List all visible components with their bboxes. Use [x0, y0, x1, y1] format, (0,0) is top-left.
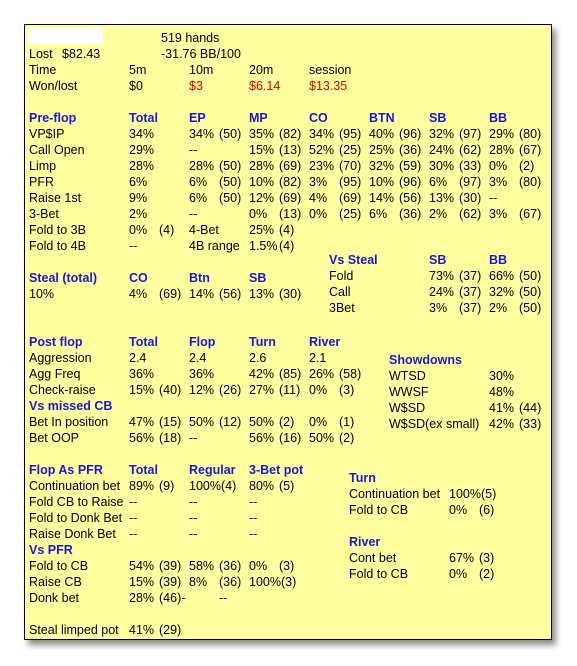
preflop-row-5-cell-1: 2%	[129, 207, 148, 221]
vs-steal-row-0-cell-3: 66%	[489, 269, 515, 283]
postflop-row-1-cell-4: (26)	[219, 383, 242, 397]
vs-steal-row-1-cell-2: (37)	[459, 285, 482, 299]
showdown-row-3-cell-1: 42%	[489, 417, 515, 431]
preflop-row-0-cell-1: 34%	[129, 127, 155, 141]
missed-cb-row-1-cell-8: (2)	[339, 431, 355, 445]
preflop-row-2-cell-12: 0%	[489, 159, 508, 173]
vs-pfr-row-0-cell-3: 58%	[189, 559, 215, 573]
steal-col-co: CO	[129, 271, 148, 285]
steal-limped-label: Steal limped pot	[29, 623, 119, 637]
preflop-row-5-cell-9: (36)	[399, 207, 422, 221]
showdown-row-2-cell-0: W$SD	[389, 401, 426, 415]
fold4b-total: --	[129, 239, 138, 253]
missed-cb-row-1-cell-2: (18)	[159, 431, 182, 445]
vs-steal-row-0-cell-4: (50)	[519, 269, 542, 283]
flop-pfr-row-0-cell-0: Continuation bet	[29, 479, 121, 493]
preflop-col-ep: EP	[189, 111, 206, 125]
vs-pfr-row-0-cell-1: 54%	[129, 559, 155, 573]
preflop-row-3-cell-10: 6%	[429, 175, 448, 189]
preflop-row-1-cell-4: 15%	[249, 143, 275, 157]
preflop-col-mp: MP	[249, 111, 268, 125]
postflop-row-1-cell-2: (40)	[159, 383, 182, 397]
preflop-row-2-cell-3: (50)	[219, 159, 242, 173]
postflop-row-0-cell-5: 42%	[249, 367, 275, 381]
preflop-row-2-cell-5: (69)	[279, 159, 302, 173]
turn-row-1-cell-2: (6)	[479, 503, 495, 517]
preflop-row-2-cell-8: 32%	[369, 159, 395, 173]
wonlost-5m: $0	[129, 79, 143, 93]
steal-limped-count: (29)	[159, 623, 182, 637]
steal-btn: 14%	[189, 287, 215, 301]
lost-amount: $82.43	[62, 47, 101, 61]
postflop-col-total: Total	[129, 335, 158, 349]
vs-pfr-row-1-cell-2: (39)	[159, 575, 182, 589]
vs-steal-row-1-cell-1: 24%	[429, 285, 455, 299]
vs-steal-row-2-cell-2: (37)	[459, 301, 482, 315]
preflop-row-4-cell-5: (69)	[279, 191, 302, 205]
preflop-row-3-cell-6: 3%	[309, 175, 328, 189]
preflop-row-2-cell-2: 28%	[189, 159, 215, 173]
steal-total: 10%	[29, 287, 55, 301]
preflop-row-1-cell-5: (13)	[279, 143, 302, 157]
flop-pfr-row-2-cell-3: --	[189, 511, 198, 525]
preflop-row-4-cell-9: (56)	[399, 191, 422, 205]
river-row-0-cell-0: Cont bet	[349, 551, 397, 565]
postflop-col-flop: Flop	[189, 335, 216, 349]
steal-col-sb: SB	[249, 271, 267, 285]
vs-pfr-row-2-cell-1: 28%	[129, 591, 155, 605]
showdown-row-0-cell-0: WTSD	[389, 369, 426, 383]
vs-steal-row-0-cell-2: (37)	[459, 269, 482, 283]
preflop-row-3-cell-13: (80)	[519, 175, 542, 189]
fourbet-label: 4-Bet	[189, 223, 219, 237]
preflop-row-1-cell-11: (62)	[459, 143, 482, 157]
turn-row-0-cell-1: 100%(5)	[449, 487, 497, 501]
preflop-row-2-cell-9: (59)	[399, 159, 422, 173]
flop-pfr-row-3-cell-0: Raise Donk Bet	[29, 527, 116, 541]
vs-steal-row-2-cell-4: (50)	[519, 301, 542, 315]
preflop-row-3-cell-9: (96)	[399, 175, 422, 189]
vs-steal-row-2-cell-0: 3Bet	[329, 301, 355, 315]
steal-co-count: (69)	[159, 287, 182, 301]
preflop-row-5-cell-2: --	[189, 207, 198, 221]
preflop-row-5-cell-10: 2%	[429, 207, 448, 221]
preflop-row-2-cell-4: 28%	[249, 159, 275, 173]
flop-pfr-row-0-cell-2: (9)	[159, 479, 175, 493]
vs-steal-row-2-cell-3: 2%	[489, 301, 508, 315]
preflop-row-1-cell-13: (67)	[519, 143, 542, 157]
vs-steal-row-1-cell-4: (50)	[519, 285, 542, 299]
preflop-row-4-cell-11: (30)	[459, 191, 482, 205]
missed-cb-row-0-cell-4: (12)	[219, 415, 242, 429]
postflop-col-river: River	[309, 335, 341, 349]
time-5m: 5m	[129, 63, 147, 77]
time-session: session	[309, 63, 352, 77]
flop-pfr-row-0-cell-3: 100%(4)	[189, 479, 237, 493]
preflop-row-5-cell-4: 0%	[249, 207, 268, 221]
preflop-row-1-cell-7: (25)	[339, 143, 362, 157]
vs-steal-row-0-cell-1: 73%	[429, 269, 455, 283]
preflop-row-2-cell-10: 30%	[429, 159, 455, 173]
preflop-row-3-cell-2: 6%	[189, 175, 208, 189]
preflop-row-4-cell-1: 9%	[129, 191, 148, 205]
vs-steal-row-2-cell-1: 3%	[429, 301, 448, 315]
vs-pfr-row-0-cell-2: (39)	[159, 559, 182, 573]
postflop-row-1-cell-5: 27%	[249, 383, 275, 397]
river-title: River	[349, 535, 381, 549]
flop-pfr-row-1-cell-3: --	[189, 495, 198, 509]
wonlost-20m: $6.14	[249, 79, 281, 93]
vs-pfr-row-1-cell-5: 100%(3)	[249, 575, 297, 589]
preflop-row-3-cell-12: 3%	[489, 175, 508, 189]
missed-cb-row-0-cell-0: Bet In position	[29, 415, 109, 429]
turn-title: Turn	[349, 471, 376, 485]
preflop-row-4-cell-3: (50)	[219, 191, 242, 205]
showdown-row-3-cell-0: W$SD(ex small)	[389, 417, 480, 431]
showdown-row-0-cell-1: 30%	[489, 369, 515, 383]
preflop-row-0-cell-13: (80)	[519, 127, 542, 141]
preflop-row-4-cell-0: Raise 1st	[29, 191, 82, 205]
wonlost-10m: $3	[189, 79, 203, 93]
preflop-col-total: Total	[129, 111, 158, 125]
flop-pfr-col-regular: Regular	[189, 463, 236, 477]
river-row-0-cell-1: 67%	[449, 551, 475, 565]
aggression-turn: 2.6	[249, 351, 267, 365]
fourbet-range-value: 1.5%	[249, 239, 278, 253]
steal-title: Steal (total)	[29, 271, 98, 285]
showdown-row-3-cell-2: (33)	[519, 417, 542, 431]
missed-cb-row-1-cell-6: (16)	[279, 431, 302, 445]
preflop-col-bb: BB	[489, 111, 508, 125]
preflop-row-2-cell-7: (70)	[339, 159, 362, 173]
flop-pfr-row-1-cell-0: Fold CB to Raise	[29, 495, 124, 509]
preflop-row-5-cell-8: 6%	[369, 207, 388, 221]
steal-co: 4%	[129, 287, 148, 301]
turn-row-1-cell-0: Fold to CB	[349, 503, 409, 517]
preflop-row-3-cell-5: (82)	[279, 175, 302, 189]
preflop-row-3-cell-7: (95)	[339, 175, 362, 189]
missed-cb-row-0-cell-3: 50%	[189, 415, 215, 429]
preflop-row-3-cell-11: (97)	[459, 175, 482, 189]
showdown-row-2-cell-2: (44)	[519, 401, 542, 415]
preflop-row-0-cell-9: (96)	[399, 127, 422, 141]
preflop-row-3-cell-8: 10%	[369, 175, 395, 189]
preflop-row-1-cell-8: 25%	[369, 143, 395, 157]
vs-missed-cb-title: Vs missed CB	[29, 399, 113, 413]
vs-pfr-row-1-cell-3: 8%	[189, 575, 208, 589]
missed-cb-row-1-cell-7: 50%	[309, 431, 335, 445]
preflop-row-3-cell-1: 6%	[129, 175, 148, 189]
preflop-row-1-cell-0: Call Open	[29, 143, 85, 157]
preflop-row-2-cell-11: (33)	[459, 159, 482, 173]
postflop-row-1-cell-6: (11)	[279, 383, 301, 397]
preflop-col-co: CO	[309, 111, 328, 125]
showdowns-title: Showdowns	[389, 353, 462, 367]
flop-pfr-col-total: Total	[129, 463, 158, 477]
preflop-row-3-cell-4: 10%	[249, 175, 275, 189]
flop-pfr-row-1-cell-4: --	[249, 495, 258, 509]
preflop-row-5-cell-13: (67)	[519, 207, 542, 221]
postflop-row-0-cell-1: 36%	[129, 367, 155, 381]
steal-limped-value: 41%	[129, 623, 155, 637]
vs-pfr-row-1-cell-4: (36)	[219, 575, 242, 589]
vs-steal-col-bb: BB	[489, 253, 508, 267]
flop-pfr-row-2-cell-1: --	[129, 511, 138, 525]
preflop-row-5-cell-6: 0%	[309, 207, 328, 221]
preflop-row-0-cell-11: (97)	[459, 127, 482, 141]
missed-cb-row-0-cell-5: 50%	[249, 415, 275, 429]
fourbet-value: 25%	[249, 223, 275, 237]
flop-pfr-row-0-cell-4: 80%	[249, 479, 275, 493]
player-name-box	[28, 28, 103, 44]
vs-pfr-row-2-cell-2: (46)-	[159, 591, 186, 605]
fold3b-total: 0%	[129, 223, 148, 237]
preflop-row-3-cell-3: (50)	[219, 175, 242, 189]
time-10m: 10m	[189, 63, 214, 77]
preflop-row-0-cell-3: (50)	[219, 127, 242, 141]
lost-label: Lost	[29, 47, 53, 61]
preflop-row-2-cell-1: 28%	[129, 159, 155, 173]
flop-pfr-row-2-cell-0: Fold to Donk Bet	[29, 511, 123, 525]
preflop-row-0-cell-2: 34%	[189, 127, 215, 141]
preflop-row-4-cell-12: --	[489, 191, 498, 205]
preflop-row-4-cell-2: 6%	[189, 191, 208, 205]
fold4b-label: Fold to 4B	[29, 239, 86, 253]
preflop-row-4-cell-6: 4%	[309, 191, 328, 205]
fold3b-count: (4)	[159, 223, 175, 237]
aggression-label: Aggression	[29, 351, 92, 365]
turn-row-0-cell-0: Continuation bet	[349, 487, 441, 501]
preflop-row-3-cell-0: PFR	[29, 175, 54, 189]
flop-pfr-row-3-cell-4: --	[249, 527, 258, 541]
showdown-row-1-cell-1: 48%	[489, 385, 515, 399]
preflop-row-4-cell-7: (69)	[339, 191, 362, 205]
flop-pfr-col-3bet: 3-Bet pot	[249, 463, 304, 477]
vs-steal-row-1-cell-0: Call	[329, 285, 351, 299]
preflop-row-1-cell-10: 24%	[429, 143, 455, 157]
preflop-row-2-cell-6: 23%	[309, 159, 335, 173]
preflop-row-0-cell-4: 35%	[249, 127, 275, 141]
preflop-row-0-cell-10: 32%	[429, 127, 455, 141]
aggression-total: 2.4	[129, 351, 147, 365]
bb100: -31.76 BB/100	[161, 47, 241, 61]
preflop-row-0-cell-8: 40%	[369, 127, 395, 141]
river-row-1-cell-0: Fold to CB	[349, 567, 409, 581]
postflop-row-1-cell-1: 15%	[129, 383, 155, 397]
postflop-row-0-cell-7: 26%	[309, 367, 335, 381]
steal-sb-count: (30)	[279, 287, 302, 301]
vs-pfr-title: Vs PFR	[29, 543, 73, 557]
vs-steal-title: Vs Steal	[329, 253, 378, 267]
preflop-row-4-cell-10: 13%	[429, 191, 455, 205]
wonlost-session: $13.35	[309, 79, 348, 93]
flop-pfr-row-1-cell-1: --	[129, 495, 138, 509]
preflop-row-2-cell-13: (2)	[519, 159, 535, 173]
steal-col-btn: Btn	[189, 271, 210, 285]
postflop-row-1-cell-0: Check-raise	[29, 383, 96, 397]
vs-pfr-row-0-cell-0: Fold to CB	[29, 559, 89, 573]
flop-pfr-row-0-cell-1: 89%	[129, 479, 155, 493]
flop-pfr-row-3-cell-3: --	[189, 527, 198, 541]
flop-pfr-row-2-cell-4: --	[249, 511, 258, 525]
preflop-row-1-cell-1: 29%	[129, 143, 155, 157]
time-label: Time	[29, 63, 57, 77]
preflop-col-sb: SB	[429, 111, 447, 125]
hands-count: 519 hands	[161, 31, 220, 45]
flop-pfr-title: Flop As PFR	[29, 463, 103, 477]
fold3b-label: Fold to 3B	[29, 223, 86, 237]
preflop-row-0-cell-6: 34%	[309, 127, 335, 141]
postflop-row-0-cell-8: (58)	[339, 367, 362, 381]
flop-pfr-row-3-cell-1: --	[129, 527, 138, 541]
vs-pfr-row-2-cell-4: --	[219, 591, 228, 605]
postflop-row-1-cell-3: 12%	[189, 383, 215, 397]
missed-cb-row-0-cell-6: (2)	[279, 415, 295, 429]
aggression-flop: 2.4	[189, 351, 207, 365]
missed-cb-row-1-cell-3: --	[189, 431, 198, 445]
vs-steal-row-0-cell-0: Fold	[329, 269, 354, 283]
preflop-title: Pre-flop	[29, 111, 77, 125]
missed-cb-row-1-cell-5: 56%	[249, 431, 275, 445]
flop-pfr-row-0-cell-5: (5)	[279, 479, 295, 493]
vs-pfr-row-0-cell-5: 0%	[249, 559, 268, 573]
preflop-row-4-cell-4: 12%	[249, 191, 275, 205]
showdown-row-1-cell-0: WWSF	[389, 385, 429, 399]
preflop-row-1-cell-2: --	[189, 143, 198, 157]
vs-pfr-row-0-cell-6: (3)	[279, 559, 295, 573]
vs-steal-col-sb: SB	[429, 253, 447, 267]
preflop-row-0-cell-7: (95)	[339, 127, 362, 141]
postflop-row-0-cell-6: (85)	[279, 367, 302, 381]
vs-pfr-row-2-cell-0: Donk bet	[29, 591, 80, 605]
postflop-title: Post flop	[29, 335, 83, 349]
preflop-row-4-cell-8: 14%	[369, 191, 395, 205]
vs-pfr-row-0-cell-4: (36)	[219, 559, 242, 573]
showdown-row-2-cell-1: 41%	[489, 401, 515, 415]
time-20m: 20m	[249, 63, 274, 77]
postflop-row-0-cell-3: 36%	[189, 367, 215, 381]
postflop-row-1-cell-8: (3)	[339, 383, 355, 397]
steal-sb: 13%	[249, 287, 275, 301]
preflop-row-0-cell-5: (82)	[279, 127, 302, 141]
preflop-row-5-cell-7: (25)	[339, 207, 362, 221]
turn-row-1-cell-1: 0%	[449, 503, 468, 517]
missed-cb-row-0-cell-8: (1)	[339, 415, 355, 429]
aggression-river: 2.1	[309, 351, 327, 365]
preflop-row-5-cell-0: 3-Bet	[29, 207, 59, 221]
missed-cb-row-0-cell-1: 47%	[129, 415, 155, 429]
missed-cb-row-0-cell-7: 0%	[309, 415, 328, 429]
missed-cb-row-1-cell-1: 56%	[129, 431, 155, 445]
postflop-row-0-cell-0: Agg Freq	[29, 367, 81, 381]
steal-btn-count: (56)	[219, 287, 242, 301]
preflop-row-1-cell-12: 28%	[489, 143, 515, 157]
vs-pfr-row-1-cell-0: Raise CB	[29, 575, 82, 589]
preflop-row-1-cell-9: (36)	[399, 143, 422, 157]
river-row-1-cell-2: (2)	[479, 567, 495, 581]
missed-cb-row-0-cell-2: (15)	[159, 415, 182, 429]
wonlost-label: Won/lost	[29, 79, 78, 93]
missed-cb-row-1-cell-0: Bet OOP	[29, 431, 80, 445]
preflop-col-btn: BTN	[369, 111, 395, 125]
preflop-row-5-cell-12: 3%	[489, 207, 508, 221]
fourbet-range-label: 4B range	[189, 239, 240, 253]
vs-steal-row-1-cell-3: 32%	[489, 285, 515, 299]
preflop-row-5-cell-11: (62)	[459, 207, 482, 221]
preflop-row-0-cell-0: VP$IP	[29, 127, 65, 141]
postflop-col-turn: Turn	[249, 335, 276, 349]
stats-panel	[24, 24, 552, 640]
river-row-1-cell-1: 0%	[449, 567, 468, 581]
postflop-row-1-cell-7: 0%	[309, 383, 328, 397]
river-row-0-cell-2: (3)	[479, 551, 495, 565]
preflop-row-1-cell-6: 52%	[309, 143, 335, 157]
vs-pfr-row-1-cell-1: 15%	[129, 575, 155, 589]
fourbet-count: (4)	[279, 223, 295, 237]
preflop-row-2-cell-0: Limp	[29, 159, 57, 173]
fourbet-range-count: (4)	[279, 239, 295, 253]
preflop-row-5-cell-5: (13)	[279, 207, 302, 221]
preflop-row-0-cell-12: 29%	[489, 127, 515, 141]
